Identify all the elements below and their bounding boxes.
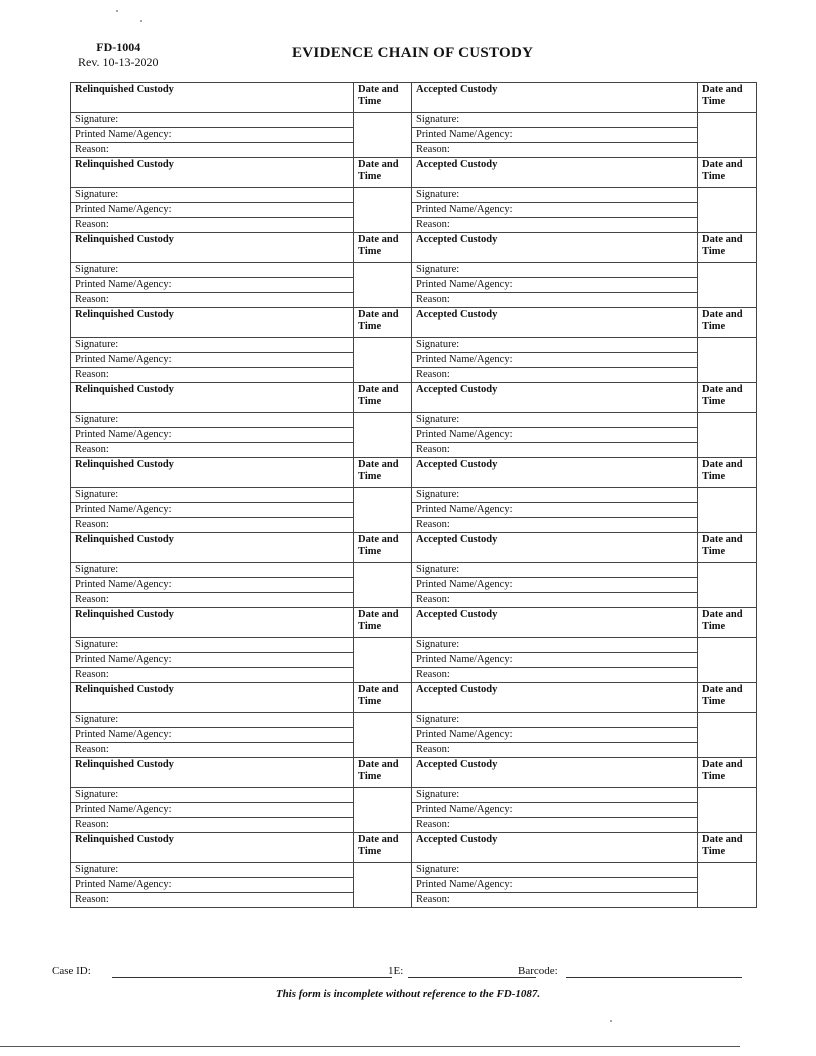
- accepted-date-time-field[interactable]: [698, 788, 757, 833]
- accepted-reason-field[interactable]: Reason:: [412, 518, 698, 533]
- case-info-line: [52, 965, 752, 981]
- accepted-date-time-heading: Date and Time: [698, 533, 757, 563]
- relinquished-date-time-heading: Date and Time: [354, 758, 412, 788]
- custody-line-row: [71, 263, 757, 278]
- accepted-date-time-heading: Date and Time: [698, 308, 757, 338]
- relinquished-reason-field[interactable]: Reason:: [71, 893, 354, 908]
- accepted-printed-name-agency-field[interactable]: Printed Name/Agency:: [412, 728, 698, 743]
- custody-block-header: [71, 608, 757, 638]
- accepted-date-time-field[interactable]: [698, 113, 757, 158]
- accepted-custody-heading: Accepted Custody: [412, 308, 698, 338]
- accepted-printed-name-agency-field[interactable]: Printed Name/Agency:: [412, 428, 698, 443]
- barcode-field[interactable]: [566, 977, 742, 978]
- custody-line-row: [71, 518, 757, 533]
- custody-block-header: [71, 83, 757, 113]
- relinquished-printed-name-agency-field[interactable]: Printed Name/Agency:: [71, 428, 354, 443]
- relinquished-date-time-field[interactable]: [354, 188, 412, 233]
- accepted-date-time-field[interactable]: [698, 263, 757, 308]
- accepted-date-time-field[interactable]: [698, 413, 757, 458]
- custody-line-row: [71, 143, 757, 158]
- accepted-printed-name-agency-field[interactable]: Printed Name/Agency:: [412, 653, 698, 668]
- relinquished-reason-field[interactable]: Reason:: [71, 143, 354, 158]
- relinquished-signature-field[interactable]: Signature:: [71, 713, 354, 728]
- custody-line-row: [71, 818, 757, 833]
- custody-line-row: [71, 218, 757, 233]
- accepted-date-time-heading: Date and Time: [698, 608, 757, 638]
- custody-block-header: [71, 233, 757, 263]
- relinquished-date-time-field[interactable]: [354, 563, 412, 608]
- custody-line-row: [71, 338, 757, 353]
- relinquished-custody-heading: Relinquished Custody: [71, 683, 354, 713]
- accepted-signature-field[interactable]: Signature:: [412, 263, 698, 278]
- accepted-date-time-heading: Date and Time: [698, 83, 757, 113]
- relinquished-signature-field[interactable]: Signature:: [71, 863, 354, 878]
- scan-speck: [610, 1020, 612, 1022]
- relinquished-custody-heading: Relinquished Custody: [71, 608, 354, 638]
- accepted-signature-field[interactable]: Signature:: [412, 113, 698, 128]
- relinquished-date-time-field[interactable]: [354, 488, 412, 533]
- relinquished-date-time-field[interactable]: [354, 713, 412, 758]
- relinquished-date-time-field[interactable]: [354, 413, 412, 458]
- relinquished-custody-heading: Relinquished Custody: [71, 758, 354, 788]
- relinquished-printed-name-agency-field[interactable]: Printed Name/Agency:: [71, 878, 354, 893]
- accepted-signature-field[interactable]: Signature:: [412, 563, 698, 578]
- custody-line-row: [71, 578, 757, 593]
- accepted-custody-heading: Accepted Custody: [412, 533, 698, 563]
- accepted-date-time-heading: Date and Time: [698, 683, 757, 713]
- accepted-reason-field[interactable]: Reason:: [412, 443, 698, 458]
- relinquished-custody-heading: Relinquished Custody: [71, 158, 354, 188]
- relinquished-printed-name-agency-field[interactable]: Printed Name/Agency:: [71, 803, 354, 818]
- accepted-reason-field[interactable]: Reason:: [412, 743, 698, 758]
- accepted-date-time-field[interactable]: [698, 338, 757, 383]
- relinquished-reason-field[interactable]: Reason:: [71, 818, 354, 833]
- accepted-printed-name-agency-field[interactable]: Printed Name/Agency:: [412, 878, 698, 893]
- custody-table-body: [71, 83, 757, 908]
- relinquished-custody-heading: Relinquished Custody: [71, 533, 354, 563]
- accepted-signature-field[interactable]: Signature:: [412, 788, 698, 803]
- custody-line-row: [71, 788, 757, 803]
- relinquished-date-time-heading: Date and Time: [354, 833, 412, 863]
- relinquished-reason-field[interactable]: Reason:: [71, 443, 354, 458]
- relinquished-signature-field[interactable]: Signature:: [71, 263, 354, 278]
- accepted-custody-heading: Accepted Custody: [412, 83, 698, 113]
- relinquished-date-time-field[interactable]: [354, 263, 412, 308]
- accepted-custody-heading: Accepted Custody: [412, 458, 698, 488]
- custody-line-row: [71, 563, 757, 578]
- form-revision: Rev. 10-13-2020: [78, 55, 159, 69]
- accepted-reason-field[interactable]: Reason:: [412, 818, 698, 833]
- relinquished-custody-heading: Relinquished Custody: [71, 383, 354, 413]
- accepted-printed-name-agency-field[interactable]: Printed Name/Agency:: [412, 353, 698, 368]
- accepted-date-time-heading: Date and Time: [698, 383, 757, 413]
- relinquished-date-time-field[interactable]: [354, 338, 412, 383]
- relinquished-date-time-field[interactable]: [354, 113, 412, 158]
- accepted-printed-name-agency-field[interactable]: Printed Name/Agency:: [412, 203, 698, 218]
- custody-line-row: [71, 113, 757, 128]
- relinquished-reason-field[interactable]: Reason:: [71, 743, 354, 758]
- relinquished-reason-field[interactable]: Reason:: [71, 218, 354, 233]
- custody-line-row: [71, 893, 757, 908]
- relinquished-printed-name-agency-field[interactable]: Printed Name/Agency:: [71, 578, 354, 593]
- custody-line-row: [71, 803, 757, 818]
- accepted-custody-heading: Accepted Custody: [412, 383, 698, 413]
- custody-line-row: [71, 653, 757, 668]
- accepted-custody-heading: Accepted Custody: [412, 158, 698, 188]
- accepted-signature-field[interactable]: Signature:: [412, 413, 698, 428]
- barcode-label: Barcode:: [518, 965, 558, 977]
- relinquished-reason-field[interactable]: Reason:: [71, 668, 354, 683]
- custody-block-header: [71, 458, 757, 488]
- relinquished-printed-name-agency-field[interactable]: Printed Name/Agency:: [71, 203, 354, 218]
- accepted-date-time-field[interactable]: [698, 188, 757, 233]
- ie-label: 1E:: [388, 965, 404, 977]
- relinquished-custody-heading: Relinquished Custody: [71, 233, 354, 263]
- accepted-printed-name-agency-field[interactable]: Printed Name/Agency:: [412, 803, 698, 818]
- accepted-signature-field[interactable]: Signature:: [412, 338, 698, 353]
- custody-line-row: [71, 863, 757, 878]
- custody-line-row: [71, 593, 757, 608]
- relinquished-signature-field[interactable]: Signature:: [71, 638, 354, 653]
- accepted-printed-name-agency-field[interactable]: Printed Name/Agency:: [412, 278, 698, 293]
- custody-line-row: [71, 428, 757, 443]
- relinquished-signature-field[interactable]: Signature:: [71, 413, 354, 428]
- custody-block-header: [71, 833, 757, 863]
- footer-note: This form is incomplete without reference to the FD-1087.: [275, 988, 541, 1000]
- relinquished-signature-field[interactable]: Signature:: [71, 113, 354, 128]
- accepted-date-time-heading: Date and Time: [698, 758, 757, 788]
- custody-line-row: [71, 878, 757, 893]
- accepted-custody-heading: Accepted Custody: [412, 608, 698, 638]
- accepted-date-time-field[interactable]: [698, 488, 757, 533]
- relinquished-date-time-heading: Date and Time: [354, 608, 412, 638]
- relinquished-signature-field[interactable]: Signature:: [71, 488, 354, 503]
- custody-line-row: [71, 353, 757, 368]
- relinquished-reason-field[interactable]: Reason:: [71, 518, 354, 533]
- relinquished-reason-field[interactable]: Reason:: [71, 593, 354, 608]
- accepted-reason-field[interactable]: Reason:: [412, 368, 698, 383]
- custody-block-header: [71, 383, 757, 413]
- relinquished-printed-name-agency-field[interactable]: Printed Name/Agency:: [71, 278, 354, 293]
- relinquished-printed-name-agency-field[interactable]: Printed Name/Agency:: [71, 653, 354, 668]
- custody-block-header: [71, 158, 757, 188]
- accepted-date-time-field[interactable]: [698, 638, 757, 683]
- accepted-reason-field[interactable]: Reason:: [412, 668, 698, 683]
- case-id-field[interactable]: [112, 977, 392, 978]
- case-id-label: Case ID:: [52, 965, 91, 977]
- accepted-custody-heading: Accepted Custody: [412, 683, 698, 713]
- custody-block-header: [71, 683, 757, 713]
- relinquished-custody-heading: Relinquished Custody: [71, 308, 354, 338]
- relinquished-signature-field[interactable]: Signature:: [71, 338, 354, 353]
- relinquished-date-time-field[interactable]: [354, 638, 412, 683]
- relinquished-reason-field[interactable]: Reason:: [71, 368, 354, 383]
- custody-line-row: [71, 293, 757, 308]
- relinquished-date-time-heading: Date and Time: [354, 158, 412, 188]
- custody-line-row: [71, 503, 757, 518]
- relinquished-date-time-field[interactable]: [354, 863, 412, 908]
- accepted-custody-heading: Accepted Custody: [412, 758, 698, 788]
- custody-line-row: [71, 203, 757, 218]
- relinquished-printed-name-agency-field[interactable]: Printed Name/Agency:: [71, 353, 354, 368]
- custody-line-row: [71, 278, 757, 293]
- accepted-signature-field[interactable]: Signature:: [412, 188, 698, 203]
- scan-speck: [116, 10, 118, 12]
- custody-block-header: [71, 308, 757, 338]
- accepted-date-time-heading: Date and Time: [698, 833, 757, 863]
- relinquished-date-time-heading: Date and Time: [354, 383, 412, 413]
- relinquished-signature-field[interactable]: Signature:: [71, 188, 354, 203]
- relinquished-printed-name-agency-field[interactable]: Printed Name/Agency:: [71, 728, 354, 743]
- relinquished-custody-heading: Relinquished Custody: [71, 458, 354, 488]
- page-bottom-rule: [0, 1046, 740, 1047]
- custody-line-row: [71, 488, 757, 503]
- accepted-reason-field[interactable]: Reason:: [412, 218, 698, 233]
- custody-line-row: [71, 713, 757, 728]
- relinquished-custody-heading: Relinquished Custody: [71, 83, 354, 113]
- accepted-reason-field[interactable]: Reason:: [412, 893, 698, 908]
- scan-speck: [140, 20, 142, 22]
- custody-line-row: [71, 743, 757, 758]
- relinquished-signature-field[interactable]: Signature:: [71, 563, 354, 578]
- accepted-printed-name-agency-field[interactable]: Printed Name/Agency:: [412, 503, 698, 518]
- custody-line-row: [71, 728, 757, 743]
- relinquished-printed-name-agency-field[interactable]: Printed Name/Agency:: [71, 128, 354, 143]
- accepted-signature-field[interactable]: Signature:: [412, 713, 698, 728]
- accepted-date-time-heading: Date and Time: [698, 233, 757, 263]
- relinquished-reason-field[interactable]: Reason:: [71, 293, 354, 308]
- relinquished-date-time-heading: Date and Time: [354, 683, 412, 713]
- relinquished-date-time-heading: Date and Time: [354, 233, 412, 263]
- relinquished-printed-name-agency-field[interactable]: Printed Name/Agency:: [71, 503, 354, 518]
- accepted-date-time-heading: Date and Time: [698, 158, 757, 188]
- accepted-reason-field[interactable]: Reason:: [412, 293, 698, 308]
- custody-line-row: [71, 368, 757, 383]
- custody-line-row: [71, 413, 757, 428]
- relinquished-date-time-heading: Date and Time: [354, 533, 412, 563]
- relinquished-date-time-heading: Date and Time: [354, 83, 412, 113]
- accepted-custody-heading: Accepted Custody: [412, 233, 698, 263]
- custody-line-row: [71, 638, 757, 653]
- accepted-reason-field[interactable]: Reason:: [412, 593, 698, 608]
- custody-line-row: [71, 128, 757, 143]
- relinquished-date-time-field[interactable]: [354, 788, 412, 833]
- custody-block-header: [71, 533, 757, 563]
- accepted-signature-field[interactable]: Signature:: [412, 638, 698, 653]
- accepted-printed-name-agency-field[interactable]: Printed Name/Agency:: [412, 578, 698, 593]
- accepted-signature-field[interactable]: Signature:: [412, 863, 698, 878]
- custody-line-row: [71, 188, 757, 203]
- form-id-block: [78, 40, 159, 70]
- accepted-custody-heading: Accepted Custody: [412, 833, 698, 863]
- accepted-date-time-field[interactable]: [698, 863, 757, 908]
- accepted-date-time-field[interactable]: [698, 563, 757, 608]
- custody-table: [70, 82, 757, 908]
- relinquished-date-time-heading: Date and Time: [354, 458, 412, 488]
- relinquished-date-time-heading: Date and Time: [354, 308, 412, 338]
- accepted-date-time-field[interactable]: [698, 713, 757, 758]
- accepted-signature-field[interactable]: Signature:: [412, 488, 698, 503]
- relinquished-custody-heading: Relinquished Custody: [71, 833, 354, 863]
- page-title: EVIDENCE CHAIN OF CUSTODY: [292, 45, 534, 61]
- accepted-date-time-heading: Date and Time: [698, 458, 757, 488]
- form-number: FD-1004: [96, 40, 141, 54]
- accepted-printed-name-agency-field[interactable]: Printed Name/Agency:: [412, 128, 698, 143]
- relinquished-signature-field[interactable]: Signature:: [71, 788, 354, 803]
- custody-block-header: [71, 758, 757, 788]
- custody-line-row: [71, 668, 757, 683]
- custody-line-row: [71, 443, 757, 458]
- accepted-reason-field[interactable]: Reason:: [412, 143, 698, 158]
- ie-field[interactable]: [408, 977, 536, 978]
